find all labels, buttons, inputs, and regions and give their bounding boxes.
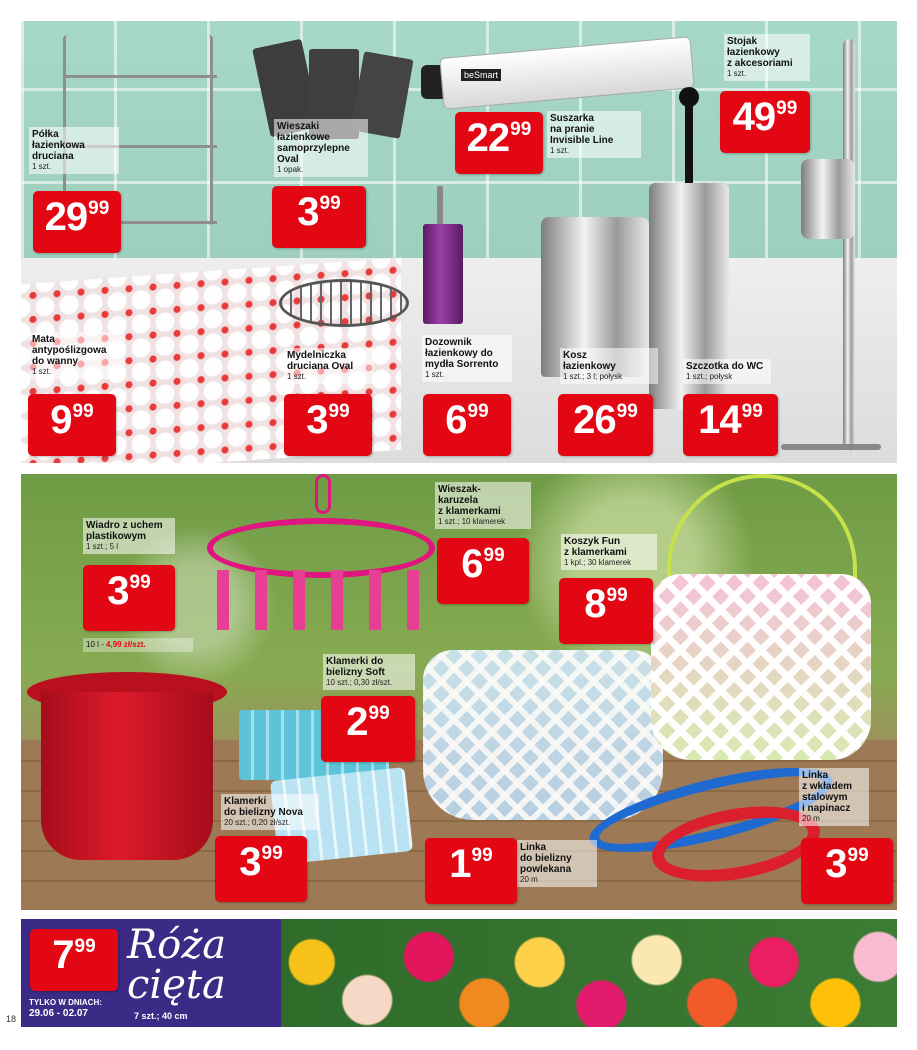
product-name: Klamerki do bielizny Soft [326,656,385,678]
product-qty: 10 szt.; 0,30 zł/szt. [326,678,393,687]
price-cents: 99 [510,119,532,140]
product-qty: 1 szt. [550,146,570,155]
price-badge-bath-mat [28,394,116,456]
price-main: 49 [732,95,776,139]
price-main: 22 [466,116,510,160]
product-name: Mydelniczka druciana Oval [287,350,354,372]
product-label-carousel [435,482,531,529]
product-name: Koszyk Fun z klamerkami [564,536,627,558]
product-qty: 1 szt. [32,162,52,171]
price-main: 9 [50,398,72,442]
product-name: Wieszak- karuzela z klamerkami [438,484,501,517]
roses-dates: 29.06 - 02.07 [29,1008,88,1019]
product-qty: 1 szt. [32,367,52,376]
price-main: 6 [445,398,467,442]
price-cents: 99 [776,98,798,119]
price-main: 3 [239,840,261,884]
price-badge-coated-line [425,838,517,904]
fun-basket-image [651,474,871,764]
price-main: 3 [107,569,129,613]
price-main: 1 [449,842,471,886]
product-name: Klamerki do bielizny Nova [224,796,303,818]
price-main: 26 [573,398,616,442]
price-cents: 99 [467,401,489,422]
price-cents: 99 [483,545,505,566]
price-cents: 99 [88,198,110,219]
product-label-waste-bin [560,348,658,384]
price-cents: 99 [72,401,94,422]
unit-price-prefix: 10 l - [86,640,107,649]
product-label-coated-line [517,840,597,887]
price-main: 14 [698,398,741,442]
price-badge-waste-bin [558,394,653,456]
roses-only-in-days: TYLKO W DNIACH: [29,998,102,1007]
price-cents: 99 [847,845,869,866]
product-qty: 20 szt.; 0,20 zł/szt. [224,818,291,827]
product-qty: 1 opak. [277,165,304,174]
price-badge-hooks [272,186,366,248]
price-badge-dispenser [423,394,511,456]
product-name: Wieszaki łazienkowe samoprzylepne Oval [277,121,350,165]
product-qty: 1 szt.; 10 klamerek [438,517,506,526]
roses-image [281,919,897,1027]
price-main: 7 [52,933,74,977]
price-cents: 99 [741,401,763,422]
page-number: 18 [6,1014,17,1024]
unit-price-text [86,640,190,650]
price-badge-corner-shelf [33,191,121,253]
carousel-hanger-image [207,474,437,644]
product-name: Stojak łazienkowy z akcesoriami [727,36,793,69]
price-cents: 99 [616,401,638,422]
unit-price-bucket [83,638,193,652]
price-badge-fun-basket [559,578,653,644]
product-name: Suszarka na pranie Invisible Line [550,113,614,146]
product-label-nova-pins [221,794,319,830]
product-qty: 1 szt.; połysk [686,372,733,381]
product-qty: 1 szt.; 3 l; połysk [563,372,623,381]
price-main: 3 [306,398,328,442]
product-name: Dozownik łazienkowy do mydła Sorrento [425,337,499,370]
product-name: Szczotka do WC [686,361,764,372]
product-qty: 1 kpl.; 30 klamerek [564,558,632,567]
product-qty: 20 m [520,875,538,884]
price-badge-steel-line [801,838,893,904]
product-qty: 1 szt. [425,370,445,379]
price-badge-nova-pins [215,836,307,902]
product-qty: 1 szt.; 5 l [86,542,119,551]
price-main: 3 [825,842,847,886]
price-main: 6 [461,542,483,586]
price-cents: 99 [606,585,628,606]
product-qty: 20 m [802,814,820,823]
product-label-hooks [274,119,368,177]
product-label-bath-mat [29,332,125,379]
product-name: Kosz łazienkowy [563,350,616,372]
product-label-dryer [547,111,641,158]
price-badge-carousel [437,538,529,604]
product-label-stand [724,34,810,81]
dryer-brand-logo: beSmart [461,69,501,81]
product-label-soft-pins [323,654,415,690]
product-label-toilet-brush [683,359,771,384]
product-label-soap-dish [284,348,374,384]
product-label-steel-line [799,768,869,826]
price-cents: 99 [261,843,283,864]
product-label-fun-basket [561,534,657,570]
price-badge-soap-dish [284,394,372,456]
product-qty: 1 szt. [287,372,307,381]
price-cents: 99 [319,193,341,214]
price-main: 29 [44,195,88,239]
price-cents: 99 [368,703,390,724]
product-name: Linka do bielizny powlekana [520,842,572,875]
price-badge-soft-pins [321,696,415,762]
price-cents: 99 [129,572,151,593]
roses-banner [21,919,897,1027]
price-cents: 99 [471,845,493,866]
price-cents: 99 [74,936,96,957]
product-name: Półka łazienkowa druciana [32,129,85,162]
price-cents: 99 [328,401,350,422]
unit-price-value: 4,99 zł/szt. [106,640,146,649]
soap-dish-image [279,269,414,339]
product-name: Linka z wkładem stalowym i napinacz [802,770,853,814]
clothespin-basket-image [423,650,663,820]
price-badge-roses [30,929,118,991]
bathroom-section [21,21,897,463]
product-label-dispenser [422,335,512,382]
price-badge-toilet-brush [683,394,778,456]
price-badge-bucket [83,565,175,631]
product-name: Mata antypoślizgowa do wanny [32,334,107,367]
price-main: 8 [584,582,606,626]
product-label-corner-shelf [29,127,119,174]
product-label-bucket [83,518,175,554]
price-badge-stand [720,91,810,153]
soap-dispenser-image [417,186,467,326]
roses-qty: 7 szt.; 40 cm [134,1011,188,1021]
price-main: 3 [297,190,319,234]
product-qty: 1 szt. [727,69,747,78]
roses-title: Róża cięta [127,922,227,1008]
bucket-image [27,672,227,862]
price-badge-dryer [455,112,543,174]
product-name: Wiadro z uchem plastikowym [86,520,163,542]
laundry-section [21,474,897,910]
price-main: 2 [346,700,368,744]
